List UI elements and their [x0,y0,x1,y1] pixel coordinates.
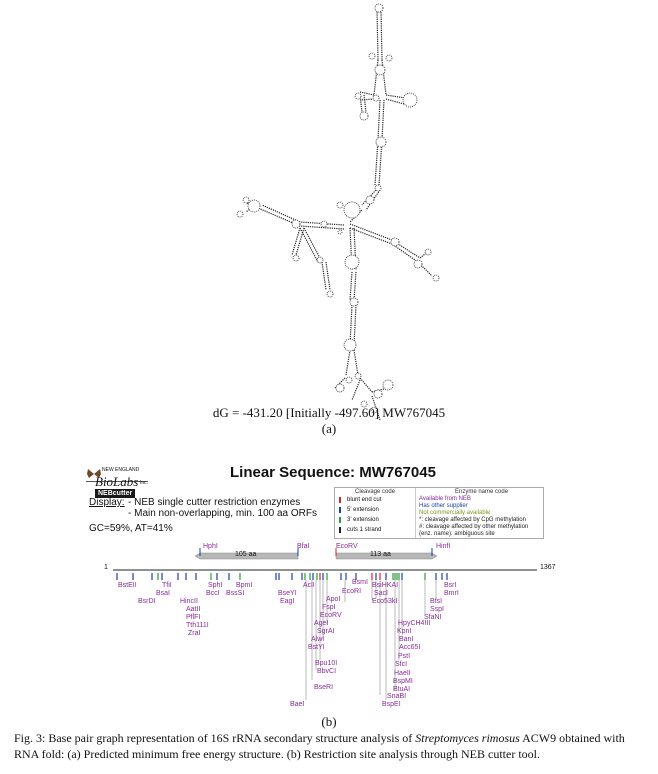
rna-loop [327,291,333,297]
orf2-length: 113 aa [370,551,391,558]
rna-stem-segment [364,95,366,112]
enzyme-label: BspMI [393,678,413,685]
rna-loop [344,339,356,351]
rna-loop [383,380,393,390]
three-prime-icon [339,517,341,523]
top-enzyme-hinfi: HinfI [436,543,451,550]
top-enzyme-hphi: HphI [203,543,218,550]
rna-loop [292,220,300,228]
enzyme-label: BmrI [444,590,459,597]
rna-loop [366,196,374,204]
legend-3-ext: 3' extension [347,517,379,523]
rna-loop [355,373,361,379]
enzyme-label: AlwI [311,636,325,643]
rna-stem-segment [386,99,404,104]
legend-5-ext: 5' extension [347,507,379,513]
enzyme-label: BstEII [118,582,137,589]
rna-stem-segment [382,60,386,95]
rna-stem-segment [381,10,382,60]
enzyme-label: BseYI [278,590,297,597]
top-enzyme-bfai: BfaI [297,543,310,550]
rna-stem-segment [374,60,378,95]
enzyme-label: Tth111I [186,622,209,629]
enzyme-code-item: (enz. name): ambiguous site [419,531,495,537]
sequence-end: 1367 [540,564,556,571]
rna-stem-segment [377,10,378,60]
rna-loop [321,221,327,227]
rna-loop [248,200,260,212]
rna-loop [375,185,381,191]
enzyme-label: SnaBI [387,693,407,700]
rna-stem-segment [350,272,352,300]
rna-loop [433,275,439,281]
rna-loop [350,298,358,306]
sequence-start: 1 [104,564,108,571]
five-prime-icon [339,507,341,513]
rna-loop [293,255,299,261]
rna-stem-segment [354,350,358,375]
enzyme-label: HaeII [394,670,411,677]
enzyme-label: SacI [374,590,389,597]
rna-loop [360,112,368,120]
rna-loop [374,390,382,398]
rna-stem-segment [386,95,405,98]
rna-loop [345,255,359,269]
panel-b-label: (b) [321,714,337,729]
enzyme-label: ApoI [326,596,341,603]
enzyme-label: PflFI [186,614,201,621]
enzyme-label: SfaNI [424,614,442,621]
legend-1-strand: cuts 1 strand [347,527,382,533]
rna-loop [336,384,344,392]
rna-loop [237,211,243,217]
enzyme-label: BtuAI [393,686,411,693]
enzyme-label: BaeI [290,701,305,708]
enzyme-label: BstYI [308,644,325,651]
enzyme-label: FspI [322,604,336,611]
top-enzyme-ecorv: EcoRV [336,543,358,550]
enzyme-label: AgeI [314,620,329,627]
enzyme-label: EcoRV [320,612,342,619]
display-line-2: - Main non-overlapping, min. 100 aa ORFs [128,508,317,519]
rna-loop [376,137,386,147]
rna-stem-segment [304,228,322,262]
enzyme-label: BpmI [236,582,253,589]
rna-stem-segment [322,262,326,290]
display-label: Display: [89,497,125,508]
caption-species: Streptomyces rimosus [415,731,520,745]
rna-loop [317,257,323,263]
enzyme-label: Acc65I [399,644,421,651]
rna-stem-segment [292,228,300,255]
enzyme-label: HincII [180,598,198,605]
enzyme-label: Bpu10I [315,660,338,667]
enzyme-label: PstI [398,653,411,660]
enzyme-code-item: *: cleavage affected by CpG methylation [419,517,526,523]
enzyme-label: BseRI [314,684,334,691]
enzyme-label: BanI [399,636,414,643]
enzyme-label: TfiI [162,582,172,589]
enzyme-label: AatII [186,606,201,613]
enzyme-label: BtsI [430,598,443,605]
rna-stem-segment [392,244,418,262]
enzyme-label: SgrAI [317,628,335,635]
enzyme-label: BsmI [352,579,368,586]
cleavage-code-title: Cleavage code [355,489,396,495]
enzyme-label: BsiHKAI [372,582,399,589]
enzyme-code-title: Enzyme name code [455,489,509,495]
rna-loop [375,65,385,75]
rna-stem-segment [360,378,372,392]
caption-suffix: ACW9 obtained with RNA fold: (a) Predicted minimum free energy structure. (b) Restriction site analysis through NEB cutter tool. [14,731,625,761]
rna-stem-segment [378,100,380,140]
enzyme-label: BspEI [382,701,401,708]
enzyme-code-item: #: cleavage affected by other methylation [419,524,529,530]
gc-content: GC=59%, AT=41% [89,523,173,534]
enzyme-label: BsrDI [138,598,156,605]
rna-loop [386,55,392,61]
free-energy-label: dG = -431.20 [Initially -497.60] MW767045 [212,405,446,420]
nebcutter-badge: NEBcutter [95,489,135,498]
enzyme-label: BssSI [226,590,245,597]
rna-stem-segment [346,350,350,375]
rna-loop [338,230,342,234]
panel-a-label: (a) [321,421,337,436]
enzyme-label: KpnI [397,628,412,635]
rna-loop [355,93,361,99]
rna-stem-segment [354,272,356,300]
neb-logo-biolabs: BioLabs [95,474,139,489]
enzyme-label: ZraI [188,630,201,637]
rna-loop [391,238,399,246]
rna-stem-segment [262,205,300,222]
rna-loop [414,260,422,268]
enzyme-code-item: Has other supplier [419,503,468,509]
rna-loop [403,93,417,107]
enzyme-label: Eco53kI [372,598,398,605]
rna-loop [373,95,379,101]
rna-stem-segment [350,224,392,240]
enzyme-label: EcoRI [342,588,362,595]
legend-blunt: blunt end cut [347,497,382,503]
rna-loop [369,53,375,59]
enzyme-label: SphI [208,582,223,589]
enzyme-label: HpyCH4III [398,620,431,627]
linear-sequence-title: Linear Sequence: MW767045 [230,464,436,481]
rna-stem-segment [352,380,360,400]
rna-stem-segment [382,100,384,140]
neb-logo-top-text: NEW ENGLAND [102,467,140,473]
orf1-length: 105 aa [235,551,257,558]
rna-loop [425,249,431,255]
single-strand-icon [339,527,341,533]
rna-loop [346,377,352,383]
rna-loop [337,202,343,208]
blunt-cut-icon [339,497,341,503]
enzyme-label: BbvCI [317,668,337,675]
enzyme-label: EagI [280,598,295,605]
neb-logo-inc: Inc. [140,480,149,486]
figure-caption [14,730,644,762]
rna-loop [375,4,383,12]
rna-stem-segment [375,140,378,185]
rna-stem-segment [350,228,392,244]
rna-loop [243,197,249,203]
enzyme-label: BsaI [156,590,171,597]
enzyme-label: SspI [430,606,445,613]
rna-loop [344,202,360,218]
enzyme-label: AclI [303,582,315,589]
enzyme-label: BsrI [444,582,457,589]
enzyme-code-item: Not commercially available [419,510,491,516]
rna-stem-segment [326,262,330,290]
enzyme-label: SfcI [395,661,408,668]
rna-stem-segment [360,92,374,95]
legend-box [334,487,544,539]
enzyme-code-item: Available from NEB [419,496,471,502]
rna-stem-segment [354,305,356,345]
display-line-1: - NEB single cutter restriction enzymes [128,497,301,508]
caption-prefix: Fig. 3: Base pair graph representation of 16S rRNA secondary structure analysis of [14,731,416,745]
rna-stem-segment [360,99,374,100]
enzyme-label: BccI [206,590,220,597]
